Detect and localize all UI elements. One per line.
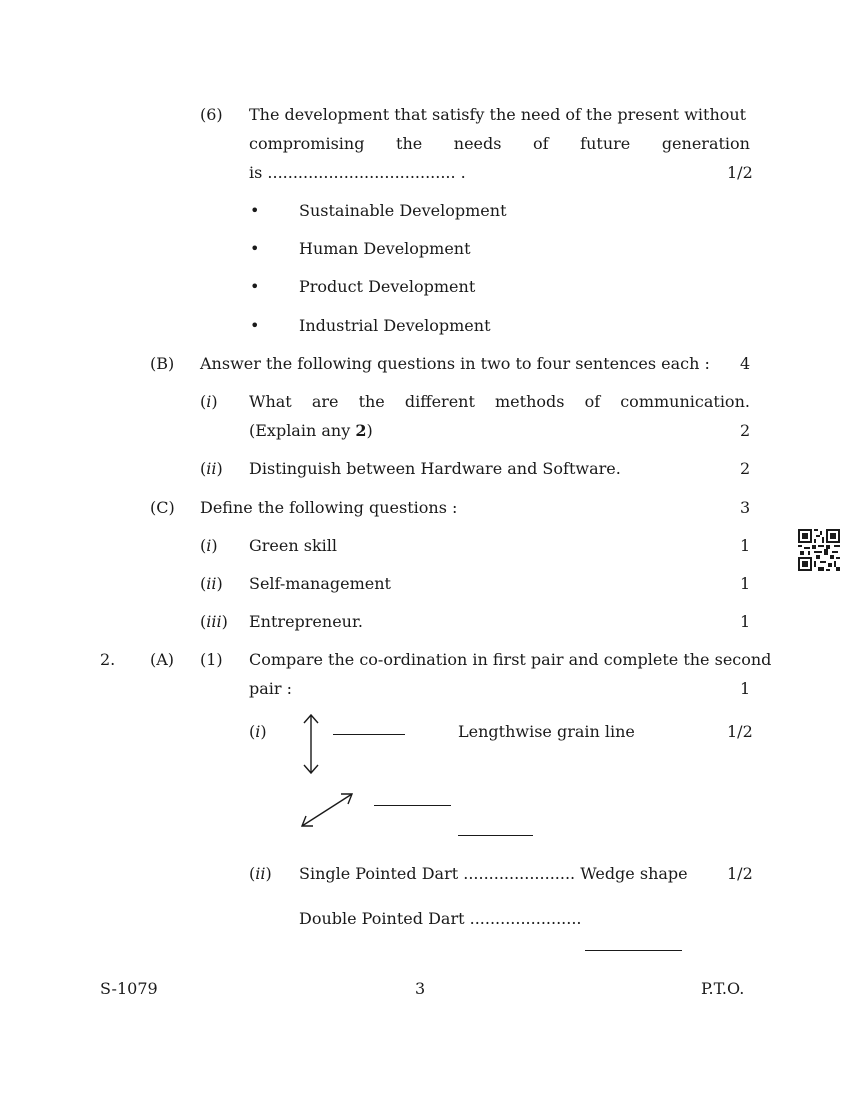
roman-numeral: ii bbox=[255, 864, 266, 883]
diagonal-double-arrow-icon bbox=[298, 790, 356, 830]
item-i-marks: 1/2 bbox=[727, 722, 753, 741]
word: future bbox=[580, 134, 631, 153]
word: compromising bbox=[249, 134, 365, 153]
roman-numeral: ii bbox=[206, 574, 217, 593]
text: ) bbox=[366, 421, 373, 440]
q2-part: (A) bbox=[150, 650, 175, 669]
bold-number: 2 bbox=[355, 421, 367, 440]
word: of bbox=[584, 392, 601, 411]
c-iii-marks: 1 bbox=[740, 612, 751, 631]
b-ii-marks: 2 bbox=[740, 459, 751, 478]
b-i-line-1 bbox=[249, 392, 750, 412]
roman-numeral: ii bbox=[206, 459, 217, 478]
q6-option: Sustainable Development bbox=[299, 201, 507, 220]
bullet-icon: • bbox=[250, 201, 260, 220]
q6-marks: 1/2 bbox=[727, 163, 753, 182]
b-i-line-2 bbox=[249, 421, 373, 441]
item-number: (ii) bbox=[249, 864, 272, 883]
q6-number: (6) bbox=[200, 105, 223, 124]
page-number: 3 bbox=[415, 979, 426, 998]
section-c-marks: 3 bbox=[740, 498, 751, 517]
item-number: (ii) bbox=[200, 459, 223, 478]
q6-option: Industrial Development bbox=[299, 316, 491, 335]
word: different bbox=[404, 392, 475, 411]
blank-line bbox=[374, 805, 451, 806]
q6-line-2 bbox=[249, 134, 750, 154]
c-i-marks: 1 bbox=[740, 536, 751, 555]
c-i-text: Green skill bbox=[249, 536, 338, 555]
bullet-icon: • bbox=[250, 239, 260, 258]
q6-line-1: The development that satisfy the need of the present without bbox=[249, 105, 747, 124]
item-ii-marks: 1/2 bbox=[727, 864, 753, 883]
b-ii-text: Distinguish between Hardware and Software. bbox=[249, 459, 621, 478]
item-number: (i) bbox=[200, 392, 218, 411]
q6-line-3: is ..................................... . bbox=[249, 163, 466, 182]
word: generation bbox=[661, 134, 750, 153]
b-i-marks: 2 bbox=[740, 421, 751, 440]
word: the bbox=[358, 392, 385, 411]
word: needs bbox=[453, 134, 502, 153]
q6-option: Human Development bbox=[299, 239, 471, 258]
end-rule bbox=[585, 950, 682, 951]
c-ii-marks: 1 bbox=[740, 574, 751, 593]
blank-line bbox=[333, 734, 405, 735]
word: communication. bbox=[620, 392, 750, 411]
word: the bbox=[396, 134, 423, 153]
blank-line bbox=[458, 835, 533, 836]
dart-line-2: Double Pointed Dart ...................... bbox=[299, 909, 582, 928]
item-number: (i) bbox=[249, 722, 267, 741]
q2-number: 2. bbox=[100, 650, 116, 669]
word: methods bbox=[495, 392, 565, 411]
section-b-label: (B) bbox=[150, 354, 175, 373]
c-iii-text: Entrepreneur. bbox=[249, 612, 363, 631]
item-number: (i) bbox=[200, 536, 218, 555]
roman-numeral: iii bbox=[206, 612, 222, 631]
vertical-double-arrow-icon bbox=[300, 712, 322, 776]
c-ii-text: Self-management bbox=[249, 574, 391, 593]
q2-line-1: Compare the co-ordination in first pair and complete the second bbox=[249, 650, 772, 669]
grain-line-label: Lengthwise grain line bbox=[458, 722, 635, 741]
text: (Explain any bbox=[249, 421, 356, 440]
bullet-icon: • bbox=[250, 316, 260, 335]
word: of bbox=[533, 134, 549, 153]
q6-option: Product Development bbox=[299, 277, 476, 296]
qr-code-icon bbox=[798, 529, 840, 571]
item-number: (iii) bbox=[200, 612, 228, 631]
roman-numeral: i bbox=[255, 722, 261, 741]
section-c-label: (C) bbox=[150, 498, 175, 517]
dart-line-1: Single Pointed Dart ...................... Wedge shape bbox=[299, 864, 688, 883]
bullet-icon: • bbox=[250, 277, 260, 296]
roman-numeral: i bbox=[206, 536, 212, 555]
q2-marks: 1 bbox=[740, 679, 751, 698]
word: What bbox=[249, 392, 292, 411]
section-c-heading: Define the following questions : bbox=[200, 498, 458, 517]
q2-sub: (1) bbox=[200, 650, 223, 669]
roman-numeral: i bbox=[206, 392, 212, 411]
paper-code: S-1079 bbox=[100, 979, 158, 998]
item-number: (ii) bbox=[200, 574, 223, 593]
word: are bbox=[311, 392, 339, 411]
pto-label: P.T.O. bbox=[701, 979, 745, 998]
section-b-heading: Answer the following questions in two to four sentences each : bbox=[200, 354, 710, 373]
q2-line-2: pair : bbox=[249, 679, 293, 698]
section-b-marks: 4 bbox=[740, 354, 751, 373]
